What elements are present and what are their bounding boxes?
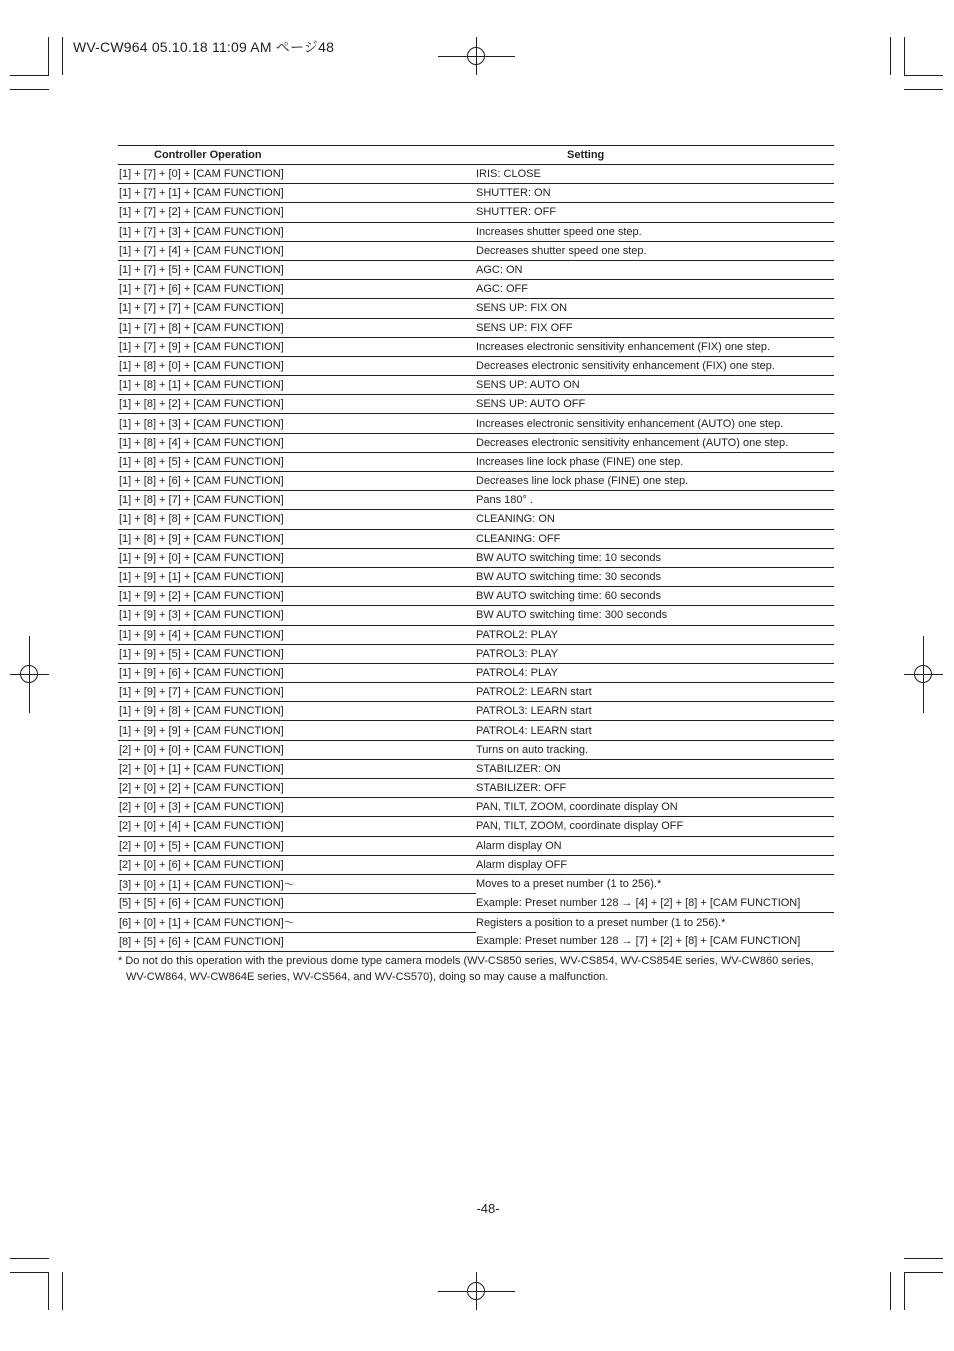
table-row [118,529,834,548]
setting-cell: Decreases electronic sensitivity enhancement (AUTO) one step. [476,433,834,452]
operation-cell: [1] + [7] + [6] + [CAM FUNCTION] [118,280,476,299]
table-row [118,491,834,510]
setting-cell: PATROL2: LEARN start [476,683,834,702]
setting-cell: Alarm display OFF [476,855,834,874]
table-row [118,165,834,184]
table-row [118,855,834,874]
operation-cell: [1] + [9] + [0] + [CAM FUNCTION] [118,548,476,567]
operation-cell: [1] + [9] + [6] + [CAM FUNCTION] [118,663,476,682]
table-row [118,721,834,740]
table-row [118,663,834,682]
setting-cell: Decreases line lock phase (FINE) one step. [476,472,834,491]
operation-cell: [1] + [7] + [5] + [CAM FUNCTION] [118,260,476,279]
operation-cell: [5] + [5] + [6] + [CAM FUNCTION] [118,894,476,913]
table-row [118,798,834,817]
operation-cell: [1] + [9] + [9] + [CAM FUNCTION] [118,721,476,740]
setting-cell: PATROL3: PLAY [476,644,834,663]
operation-cell: [1] + [9] + [8] + [CAM FUNCTION] [118,702,476,721]
operation-cell: [1] + [8] + [9] + [CAM FUNCTION] [118,529,476,548]
print-slug: WV-CW964 05.10.18 11:09 AM ページ48 [73,39,335,55]
setting-cell: CLEANING: OFF [476,529,834,548]
table-row [118,376,834,395]
operation-cell: [1] + [8] + [3] + [CAM FUNCTION] [118,414,476,433]
operation-cell: [2] + [0] + [3] + [CAM FUNCTION] [118,798,476,817]
table-row [118,433,834,452]
setting-cell: Example: Preset number 128 → [7] + [2] + [8] + [CAM FUNCTION] [476,932,834,951]
operation-cell: [1] + [9] + [4] + [CAM FUNCTION] [118,625,476,644]
setting-cell: PATROL4: LEARN start [476,721,834,740]
table-row [118,759,834,778]
operation-cell: [1] + [7] + [3] + [CAM FUNCTION] [118,222,476,241]
column-header-operation: Controller Operation [118,146,476,165]
table-row [118,414,834,433]
operation-cell: [1] + [9] + [7] + [CAM FUNCTION] [118,683,476,702]
operation-cell: [1] + [9] + [5] + [CAM FUNCTION] [118,644,476,663]
footnote-line-1: * Do not do this operation with the previous dome type camera models (WV-CS850 series, WV-CS854, WV-CS854E series, WV-CW860 series, [118,955,814,967]
operation-cell: [1] + [8] + [1] + [CAM FUNCTION] [118,376,476,395]
operation-cell: [2] + [0] + [2] + [CAM FUNCTION] [118,779,476,798]
setting-cell: IRIS: CLOSE [476,165,834,184]
setting-cell: CLEANING: ON [476,510,834,529]
setting-cell: BW AUTO switching time: 10 seconds [476,548,834,567]
operation-cell: [1] + [7] + [8] + [CAM FUNCTION] [118,318,476,337]
table-row [118,241,834,260]
operation-cell: [1] + [7] + [9] + [CAM FUNCTION] [118,337,476,356]
operation-cell: [1] + [8] + [6] + [CAM FUNCTION] [118,472,476,491]
setting-cell: AGC: OFF [476,280,834,299]
table-row [118,472,834,491]
table-row [118,932,834,951]
setting-cell: BW AUTO switching time: 60 seconds [476,587,834,606]
table-row [118,318,834,337]
setting-cell: Pans 180° . [476,491,834,510]
operation-cell: [1] + [9] + [1] + [CAM FUNCTION] [118,567,476,586]
operation-cell: [2] + [0] + [4] + [CAM FUNCTION] [118,817,476,836]
setting-cell: PATROL3: LEARN start [476,702,834,721]
table-row [118,702,834,721]
table-row [118,510,834,529]
operation-cell: [2] + [0] + [6] + [CAM FUNCTION] [118,855,476,874]
setting-cell: Increases line lock phase (FINE) one step. [476,452,834,471]
setting-cell: Increases electronic sensitivity enhancement (AUTO) one step. [476,414,834,433]
setting-cell: Moves to a preset number (1 to 256).* [476,878,662,891]
table-row [118,817,834,836]
setting-cell: SHUTTER: OFF [476,203,834,222]
operation-cell: [1] + [7] + [4] + [CAM FUNCTION] [118,241,476,260]
setting-cell: Turns on auto tracking. [476,740,834,759]
table-row [118,606,834,625]
footnote-line-2: WV-CW864, WV-CW864E series, WV-CS564, and WV-CS570), doing so may cause a malfunction. [126,971,609,983]
table-row [118,836,834,855]
setting-cell: SENS UP: AUTO ON [476,376,834,395]
setting-cell: PAN, TILT, ZOOM, coordinate display ON [476,798,834,817]
operation-cell: [1] + [8] + [2] + [CAM FUNCTION] [118,395,476,414]
operation-cell: [6] + [0] + [1] + [CAM FUNCTION]〜 [118,913,476,932]
table-row [118,280,834,299]
table-row [118,625,834,644]
footnote [118,953,834,985]
table-row [118,184,834,203]
setting-cell: Example: Preset number 128 → [4] + [2] + [8] + [CAM FUNCTION] [476,894,834,913]
column-header-setting: Setting [476,146,834,165]
operation-cell: [1] + [8] + [8] + [CAM FUNCTION] [118,510,476,529]
table-row [118,779,834,798]
table-row [118,740,834,759]
operation-cell: [1] + [8] + [0] + [CAM FUNCTION] [118,356,476,375]
setting-cell: PAN, TILT, ZOOM, coordinate display OFF [476,817,834,836]
operation-cell: [1] + [9] + [3] + [CAM FUNCTION] [118,606,476,625]
setting-cell: STABILIZER: OFF [476,779,834,798]
operation-cell: [2] + [0] + [5] + [CAM FUNCTION] [118,836,476,855]
setting-cell: PATROL4: PLAY [476,663,834,682]
table-row [118,452,834,471]
setting-cell: AGC: ON [476,260,834,279]
table-row [118,683,834,702]
setting-cell: SENS UP: FIX ON [476,299,834,318]
setting-cell: Increases shutter speed one step. [476,222,834,241]
table-row [118,222,834,241]
table-row [118,874,834,893]
setting-cell: Increases electronic sensitivity enhancement (FIX) one step. [476,337,834,356]
operation-cell: [1] + [7] + [0] + [CAM FUNCTION] [118,165,476,184]
setting-cell: Alarm display ON [476,836,834,855]
table-row [118,395,834,414]
operation-cell: [1] + [7] + [7] + [CAM FUNCTION] [118,299,476,318]
operation-cell: [1] + [8] + [7] + [CAM FUNCTION] [118,491,476,510]
table-body [118,165,834,952]
operation-cell: [1] + [8] + [5] + [CAM FUNCTION] [118,452,476,471]
setting-cell: SENS UP: FIX OFF [476,318,834,337]
table-header-row [118,146,834,165]
table-row [118,894,834,913]
setting-cell: STABILIZER: ON [476,759,834,778]
operation-cell: [1] + [9] + [2] + [CAM FUNCTION] [118,587,476,606]
setting-cell: SHUTTER: ON [476,184,834,203]
operation-cell: [1] + [7] + [2] + [CAM FUNCTION] [118,203,476,222]
setting-cell: Decreases electronic sensitivity enhancement (FIX) one step. [476,356,834,375]
setting-cell: Decreases shutter speed one step. [476,241,834,260]
table-row [118,337,834,356]
setting-cell: SENS UP: AUTO OFF [476,395,834,414]
table-row [118,260,834,279]
table-row [118,567,834,586]
setting-cell: PATROL2: PLAY [476,625,834,644]
table-row [118,587,834,606]
operation-cell: [8] + [5] + [6] + [CAM FUNCTION] [118,932,476,951]
table-row [118,644,834,663]
table-row [118,913,834,932]
table-row [118,299,834,318]
setting-cell: BW AUTO switching time: 30 seconds [476,567,834,586]
page-number: -48- [476,1201,500,1216]
operation-cell: [2] + [0] + [1] + [CAM FUNCTION] [118,759,476,778]
operation-cell: [1] + [8] + [4] + [CAM FUNCTION] [118,433,476,452]
controller-operations-table [118,145,834,952]
setting-cell: Registers a position to a preset number (1 to 256).* [476,916,726,929]
operation-cell: [2] + [0] + [0] + [CAM FUNCTION] [118,740,476,759]
setting-cell: BW AUTO switching time: 300 seconds [476,606,834,625]
table-row [118,203,834,222]
operation-cell: [3] + [0] + [1] + [CAM FUNCTION]〜 [118,874,476,893]
table-row [118,548,834,567]
table-row [118,356,834,375]
operation-cell: [1] + [7] + [1] + [CAM FUNCTION] [118,184,476,203]
